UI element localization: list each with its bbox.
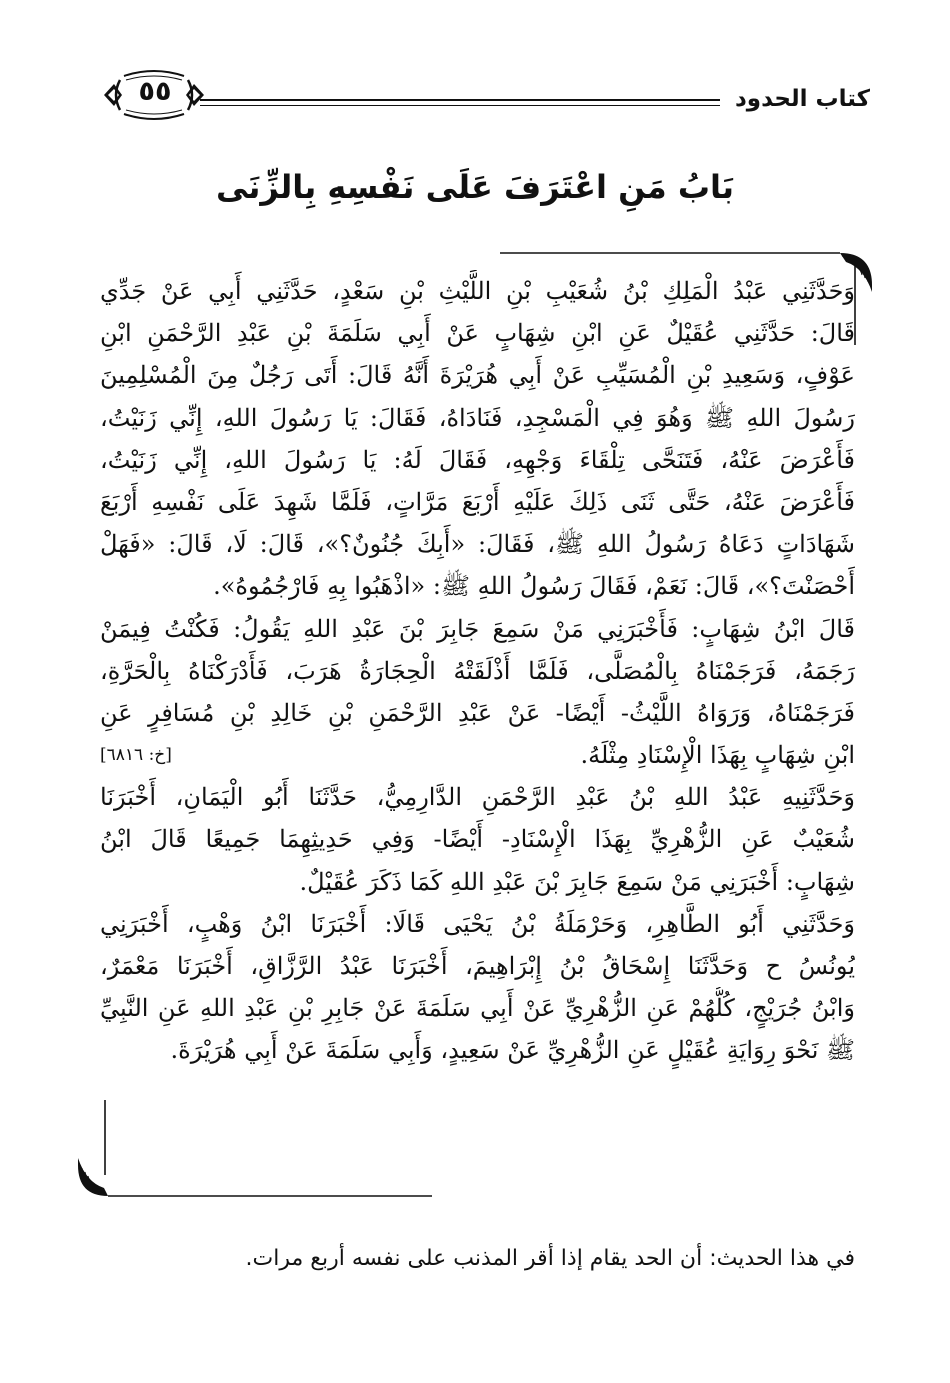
text-line: شِهَابٍ: أَخْبَرَنِي مَنْ سَمِعَ جَابِرَ بْنَ عَبْدِ اللهِ كَمَا ذَكَرَ عُقَيْلٌ. bbox=[299, 867, 855, 896]
text-line: فَأَعْرَضَ عَنْهُ، فَتَنَحَّى تِلْقَاءَ وَجْهِهِ، فَقَالَ لَهُ: يَا رَسُولَ اللهِ، إِنِّي زَنَيْتُ، bbox=[100, 445, 855, 474]
text-line: وَحَدَّثَنِي عَبْدُ الْمَلِكِ بْنُ شُعَيْبِ بْنِ اللَّيْثِ بْنِ سَعْدٍ، حَدَّثَنِي أَبِي عَنْ جَدِّي bbox=[100, 277, 855, 305]
commentary-note: في هذا الحديث: أن الحد يقام إذا أقر المذنب على نفسه أربع مرات. bbox=[245, 1246, 855, 1271]
text-line: عَوْفٍ، وَسَعِيدِ بْنِ الْمُسَيِّبِ عَنْ أَبِي هُرَيْرَةَ أَنَّهُ قَالَ: أَتَى رَجُلٌ مِنَ الْمُسْلِمِينَ bbox=[100, 361, 855, 390]
book-title: كتاب الحدود bbox=[734, 86, 870, 112]
text-line: وَحَدَّثَنِيهِ عَبْدُ اللهِ بْنُ عَبْدِ الرَّحْمَنِ الدَّارِمِيُّ، حَدَّثَنَا أَبُو الْيَمَانِ، أَخْبَرَنَا bbox=[100, 783, 855, 812]
page-header bbox=[100, 62, 870, 132]
paragraph bbox=[100, 903, 855, 1072]
text-line: وَحَدَّثَنِي أَبُو الطَّاهِرِ، وَحَرْمَلَةُ بْنُ يَحْيَى قَالَا: أَخْبَرَنَا ابْنُ وَهْبٍ، أَخْبَرَنِي bbox=[100, 909, 855, 938]
paragraph bbox=[100, 608, 855, 777]
header-rule-thin bbox=[200, 105, 720, 106]
text-line: أَحْصَنْتَ؟»، قَالَ: نَعَمْ، فَقَالَ رَسُولُ اللهِ ﷺ: «اذْهَبُوا بِهِ فَارْجُمُوهُ». bbox=[213, 572, 855, 601]
text-line: رَجَمَهُ، فَرَجَمْنَاهُ بِالْمُصَلَّى، فَلَمَّا أَذْلَقَتْهُ الْحِجَارَةُ هَرَبَ، فَأَدْرَكْنَاهُ بِالْحَرَّةِ، bbox=[100, 656, 855, 685]
text-line-with-reference bbox=[100, 734, 855, 776]
bukhari-reference: [خ: ٦٨١٦] bbox=[100, 745, 172, 766]
text-line: وَابْنُ جُرَيْجٍ، كُلُّهُمْ عَنِ الزُّهْرِيِّ عَنْ أَبِي سَلَمَةَ عَنْ جَابِرِ بْنِ عَبْدِ اللهِ عَنِ النَّبِيِّ bbox=[100, 994, 855, 1023]
text-line: يُونُسُ ح وَحَدَّثَنَا إِسْحَاقُ بْنُ إِبْرَاهِيمَ، أَخْبَرَنَا عَبْدُ الرَّزَّاقِ، أَخْبَرَنَا مَعْمَرٌ، bbox=[100, 952, 855, 980]
hadith-text bbox=[100, 270, 855, 1072]
text-line: فَرَجَمْنَاهُ، وَرَوَاهُ اللَّيْثُ- أَيْضًا- عَنْ عَبْدِ الرَّحْمَنِ بْنِ خَالِدِ بْنِ مُسَافِرٍ عَنِ bbox=[100, 698, 855, 727]
text-line: ابْنِ شِهَابٍ بِهَذَا الْإِسْنَادِ مِثْلَهُ. bbox=[580, 741, 855, 770]
paragraph bbox=[100, 270, 855, 608]
text-line: قَالَ: حَدَّثَنِي عُقَيْلٌ عَنِ ابْنِ شِهَابٍ عَنْ أَبِي سَلَمَةَ بْنِ عَبْدِ الرَّحْمَنِ ابْنِ bbox=[100, 319, 855, 348]
text-line: قَالَ ابْنُ شِهَابٍ: فَأَخْبَرَنِي مَنْ سَمِعَ جَابِرَ بْنَ عَبْدِ اللهِ يَقُولُ: فَكُنْتُ فِيمَنْ bbox=[100, 614, 855, 643]
corner-ornament-bottom-left bbox=[78, 1158, 108, 1196]
chapter-heading: بَابُ مَنِ اعْتَرَفَ عَلَى نَفْسِهِ بِالزِّنَى bbox=[215, 168, 735, 206]
header-rule bbox=[200, 99, 720, 101]
paragraph bbox=[100, 776, 855, 903]
text-line: شَهَادَاتٍ دَعَاهُ رَسُولُ اللهِ ﷺ، فَقَالَ: «أَبِكَ جُنُونٌ؟»، قَالَ: لَا، قَالَ: «فَهَلْ bbox=[100, 530, 855, 559]
text-line: شُعَيْبٌ عَنِ الزُّهْرِيِّ بِهَذَا الْإِسْنَادِ- أَيْضًا- وَفِي حَدِيثِهِمَا جَمِيعًا قَالَ ابْنُ bbox=[100, 825, 855, 854]
text-line: فَأَعْرَضَ عَنْهُ، حَتَّى ثَنَى ذَلِكَ عَلَيْهِ أَرْبَعَ مَرَّاتٍ، فَلَمَّا شَهِدَ عَلَى نَفْسِهِ أَرْبَعَ bbox=[100, 487, 855, 516]
text-line: ﷺ نَحْوَ رِوَايَةِ عُقَيْلٍ عَنِ الزُّهْرِيِّ عَنْ سَعِيدٍ، وَأَبِي سَلَمَةَ عَنْ أَبِي هُرَيْرَةَ. bbox=[170, 1036, 855, 1065]
text-line: رَسُولَ اللهِ ﷺ وَهُوَ فِي الْمَسْجِدِ، فَنَادَاهُ، فَقَالَ: يَا رَسُولَ اللهِ، إِنِّي زَنَيْتُ، bbox=[100, 403, 855, 432]
page-number: ٥٥ bbox=[138, 76, 172, 107]
